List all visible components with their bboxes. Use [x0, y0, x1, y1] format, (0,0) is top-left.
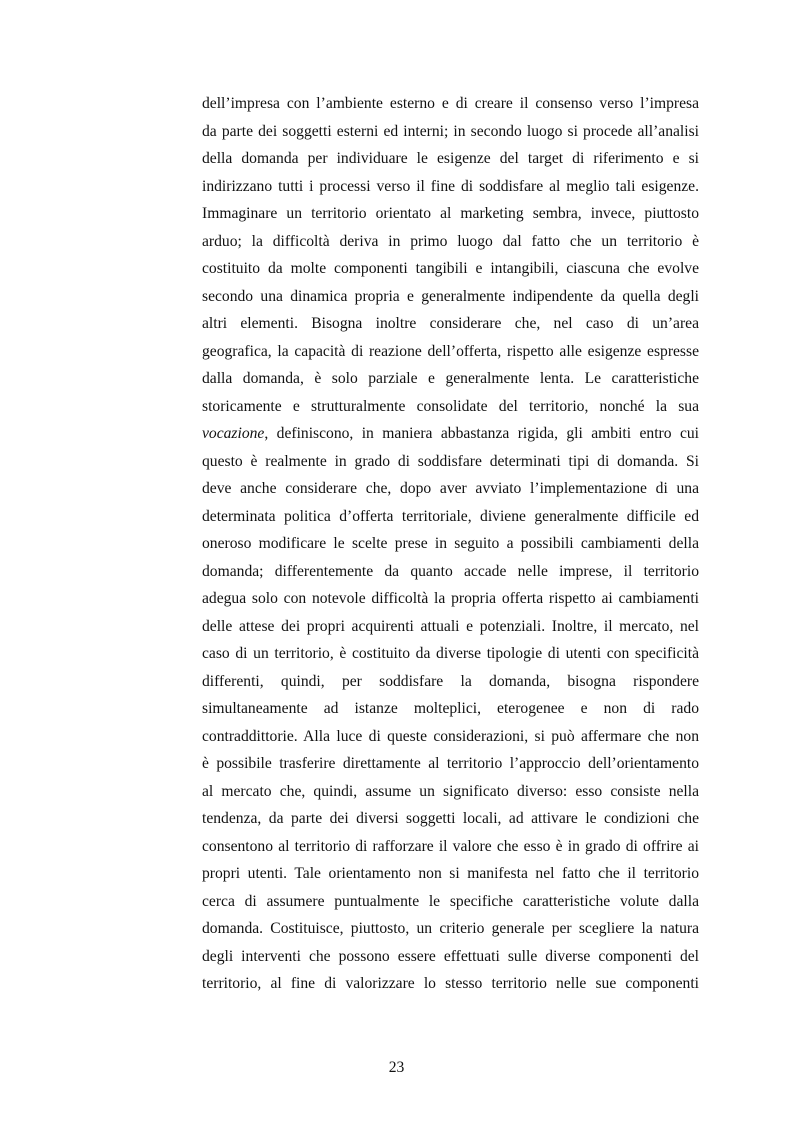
text-line: secondo una dinamica propria e generalmente indipendente da quella degli: [202, 287, 699, 305]
text-line: è possibile trasferire direttamente al territorio l’approccio dell’orientamento: [202, 755, 699, 772]
text-line: al mercato che, quindi, assume un significato diverso: esso consiste nella: [202, 782, 699, 800]
text-line: differenti, quindi, per soddisfare la domanda, bisogna rispondere: [202, 672, 699, 690]
text-line: altri elementi. Bisogna inoltre considerare che, nel caso di un’area: [202, 315, 699, 332]
text-line: degli interventi che possono essere effettuati sulle diverse componenti del: [202, 947, 699, 965]
text-line: storicamente e strutturalmente consolidate del territorio, nonché la sua: [202, 397, 699, 415]
text-line: indirizzano tutti i processi verso il fine di soddisfare al meglio tali esigenze.: [202, 177, 699, 195]
text-line: domanda; differentemente da quanto accade nelle imprese, il territorio: [202, 562, 699, 580]
text-line: deve anche considerare che, dopo aver avviato l’implementazione di una: [202, 480, 699, 497]
text-line: arduo; la difficoltà deriva in primo luogo dal fatto che un territorio è: [202, 232, 699, 250]
text-line: della domanda per individuare le esigenze del target di riferimento e si: [202, 150, 699, 167]
text-line: tendenza, da parte dei diversi soggetti locali, ad attivare le condizioni che: [202, 810, 699, 827]
text-line: dalla domanda, è solo parziale e generalmente lenta. Le caratteristiche: [202, 370, 699, 387]
text-line: costituito da molte componenti tangibili e intangibili, ciascuna che evolve: [202, 260, 699, 277]
text-line: caso di un territorio, è costituito da diverse tipologie di utenti con specificità: [202, 645, 699, 662]
text-line: adegua solo con notevole difficoltà la propria offerta rispetto ai cambiamenti: [202, 590, 699, 607]
text-line: propri utenti. Tale orientamento non si manifesta nel fatto che il territorio: [202, 865, 699, 882]
text-line: cerca di assumere puntualmente le specifiche caratteristiche volute dalla: [202, 892, 699, 910]
text-line: contraddittorie. Alla luce di queste considerazioni, si può affermare che non: [202, 727, 699, 745]
text-line: delle attese dei propri acquirenti attuali e potenziali. Inoltre, il mercato, nel: [202, 617, 699, 635]
page-number: 23: [388, 1059, 405, 1076]
text-line: da parte dei soggetti esterni ed interni; in secondo luogo si procede all’analisi: [202, 122, 699, 140]
text-line: questo è realmente in grado di soddisfare determinati tipi di domanda. Si: [202, 452, 699, 470]
text-line: territorio, al fine di valorizzare lo stesso territorio nelle sue componenti: [202, 975, 699, 992]
text-line: geografica, la capacità di reazione dell’offerta, rispetto alle esigenze espresse: [202, 342, 699, 360]
text-line: Immaginare un territorio orientato al marketing sembra, invece, piuttosto: [202, 205, 699, 222]
text-line: determinata politica d’offerta territoriale, diviene generalmente difficile ed: [202, 507, 699, 525]
italic-term: vocazione: [202, 425, 265, 442]
text-line: [202, 420, 699, 448]
text-span: , definiscono, in maniera abbastanza rigida, gli ambiti entro cui: [264, 425, 699, 442]
text-line: domanda. Costituisce, piuttosto, un criterio generale per scegliere la natura: [202, 920, 699, 937]
text-line: dell’impresa con l’ambiente esterno e di creare il consenso verso l’impresa: [202, 95, 699, 112]
text-line: simultaneamente ad istanze molteplici, eterogenee e non di rado: [202, 700, 699, 717]
body-text: [202, 90, 699, 998]
text-line: consentono al territorio di rafforzare il valore che esso è in grado di offrire ai: [202, 837, 699, 855]
text-line: oneroso modificare le scelte prese in seguito a possibili cambiamenti della: [202, 535, 699, 552]
